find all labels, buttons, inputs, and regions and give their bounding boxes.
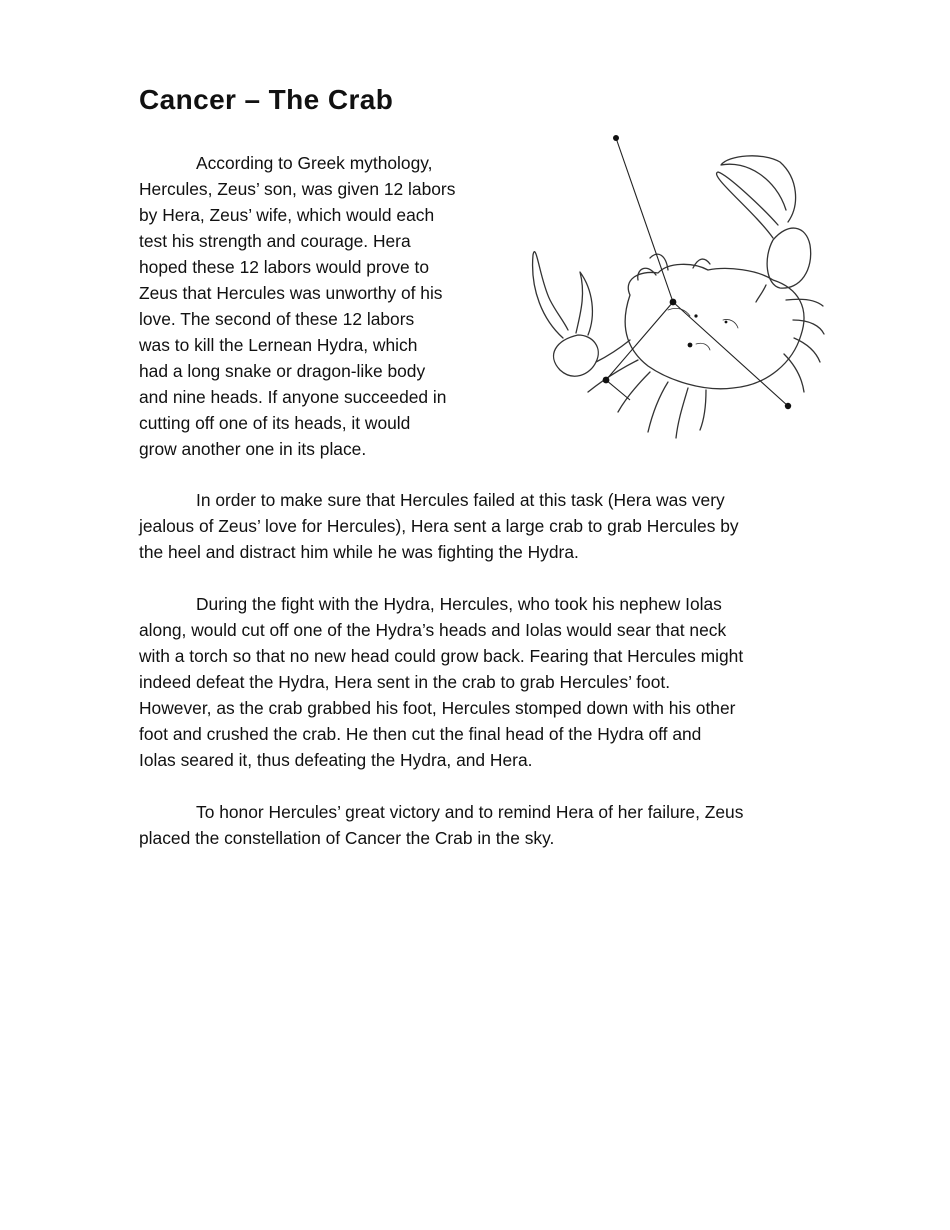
star bbox=[688, 343, 693, 348]
crab-constellation-icon bbox=[518, 130, 830, 450]
text-line: love. The second of these 12 labors bbox=[139, 309, 415, 329]
text-line: had a long snake or dragon-like body bbox=[139, 361, 426, 381]
paragraph-3 bbox=[139, 591, 839, 773]
text-line: grow another one in its place. bbox=[139, 439, 367, 459]
text-line: the heel and distract him while he was fighting the Hydra. bbox=[139, 542, 579, 562]
text-line: According to Greek mythology, bbox=[196, 153, 433, 173]
paragraph-4 bbox=[139, 799, 839, 851]
text-line: In order to make sure that Hercules failed at this task (Hera was very bbox=[196, 490, 725, 510]
text-line: To honor Hercules’ great victory and to remind Hera of her failure, Zeus bbox=[196, 802, 744, 822]
text-line: Hercules, Zeus’ son, was given 12 labors bbox=[139, 179, 456, 199]
intro-paragraph bbox=[139, 150, 491, 462]
text-line: hoped these 12 labors would prove to bbox=[139, 257, 430, 277]
text-line: indeed defeat the Hydra, Hera sent in the crab to grab Hercules’ foot. bbox=[139, 672, 671, 692]
text-line: along, would cut off one of the Hydra’s heads and Iolas would sear that neck bbox=[139, 620, 727, 640]
star bbox=[603, 377, 610, 384]
text-line: foot and crushed the crab. He then cut the final head of the Hydra off and bbox=[139, 724, 702, 744]
text-line: However, as the crab grabbed his foot, Hercules stomped down with his other bbox=[139, 698, 736, 718]
text-line: cutting off one of its heads, it would bbox=[139, 413, 411, 433]
text-line: by Hera, Zeus’ wife, which would each bbox=[139, 205, 435, 225]
star bbox=[613, 135, 619, 141]
star bbox=[725, 321, 728, 324]
text-line: Iolas seared it, thus defeating the Hydra, and Hera. bbox=[139, 750, 533, 770]
page-title: Cancer – The Crab bbox=[139, 84, 394, 115]
text-line: and nine heads. If anyone succeeded in bbox=[139, 387, 447, 407]
star bbox=[785, 403, 791, 409]
star bbox=[670, 299, 677, 306]
paragraph-2 bbox=[139, 487, 839, 565]
text-line: placed the constellation of Cancer the Crab in the sky. bbox=[139, 828, 555, 848]
text-line: During the fight with the Hydra, Hercules, who took his nephew Iolas bbox=[196, 594, 722, 614]
text-line: jealous of Zeus’ love for Hercules), Hera sent a large crab to grab Hercules by bbox=[139, 516, 739, 536]
star bbox=[694, 314, 697, 317]
text-line: test his strength and courage. Hera bbox=[139, 231, 411, 251]
text-line: with a torch so that no new head could grow back. Fearing that Hercules might bbox=[139, 646, 744, 666]
left-claw bbox=[554, 335, 599, 376]
text-line: Zeus that Hercules was unworthy of his bbox=[139, 283, 443, 303]
right-claw bbox=[767, 228, 811, 288]
text-line: was to kill the Lernean Hydra, which bbox=[139, 335, 418, 355]
